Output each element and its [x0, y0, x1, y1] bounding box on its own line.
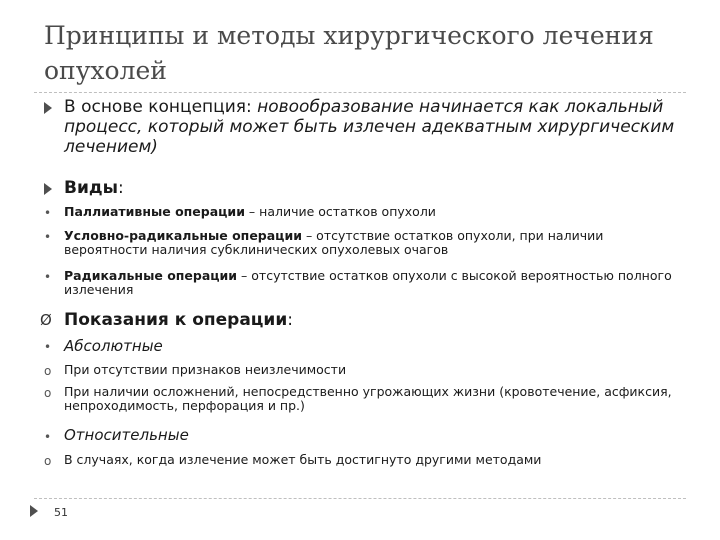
type-item-name: Радикальные операции [64, 268, 238, 283]
footer-divider [34, 498, 686, 499]
concept-paragraph [64, 97, 684, 157]
type-item-name: Паллиативные операции [64, 204, 245, 219]
type-item-description: – наличие остатков опухоли [244, 204, 436, 219]
dot-bullet-icon: • [44, 430, 52, 444]
relative-item: В случаях, когда излечение может быть достигнуто другими методами [64, 452, 542, 467]
triangle-footer-icon [30, 505, 38, 517]
indications-heading [64, 310, 684, 330]
dot-bullet-icon: • [44, 270, 52, 284]
absolute-item: При наличии осложнений, непосредственно угрожающих жизни (кровотечение, асфиксия, непроходимость, перфорация и пр.) [64, 384, 672, 413]
circle-bullet-icon: o [44, 386, 52, 400]
absolute-item: При отсутствии признаков неизлечимости [64, 362, 347, 377]
type-item [64, 269, 684, 297]
triangle-bullet-icon [44, 183, 52, 195]
indications-heading-label: Показания к операции [64, 310, 288, 330]
indications-heading-colon: : [287, 310, 293, 330]
types-heading-colon: : [117, 178, 124, 198]
dot-bullet-icon: • [44, 230, 52, 244]
concept-label: В основе концепция: [64, 97, 258, 117]
dot-bullet-icon: • [44, 340, 52, 354]
circle-bullet-icon: o [44, 454, 52, 468]
absolute-label: Абсолютные [64, 337, 163, 355]
triangle-bullet-icon [44, 102, 52, 114]
circle-bullet-icon: o [44, 364, 52, 378]
title-divider [34, 92, 686, 93]
dot-bullet-icon: • [44, 206, 52, 220]
type-item [64, 229, 684, 257]
arrow-bullet-icon: Ø [40, 311, 52, 329]
types-heading-label: Виды [64, 178, 118, 198]
concept-text: новообразование начинается как локальный процесс, который может быть излечен адекватным хирургическим лечением) [64, 97, 675, 157]
types-heading [64, 178, 684, 198]
slide-title: Принципы и методы хирургического лечения опухолей [44, 21, 654, 85]
type-item [64, 205, 684, 219]
type-item-description: – отсутствие остатков опухоли, при наличии вероятности наличия субклинических опухолевых очагов [64, 228, 604, 257]
page-number: 51 [54, 506, 68, 519]
type-item-name: Условно-радикальные операции [64, 228, 302, 243]
type-item-description: – отсутствие остатков опухоли с высокой вероятностью полного излечения [64, 268, 672, 297]
relative-label: Относительные [64, 426, 189, 444]
